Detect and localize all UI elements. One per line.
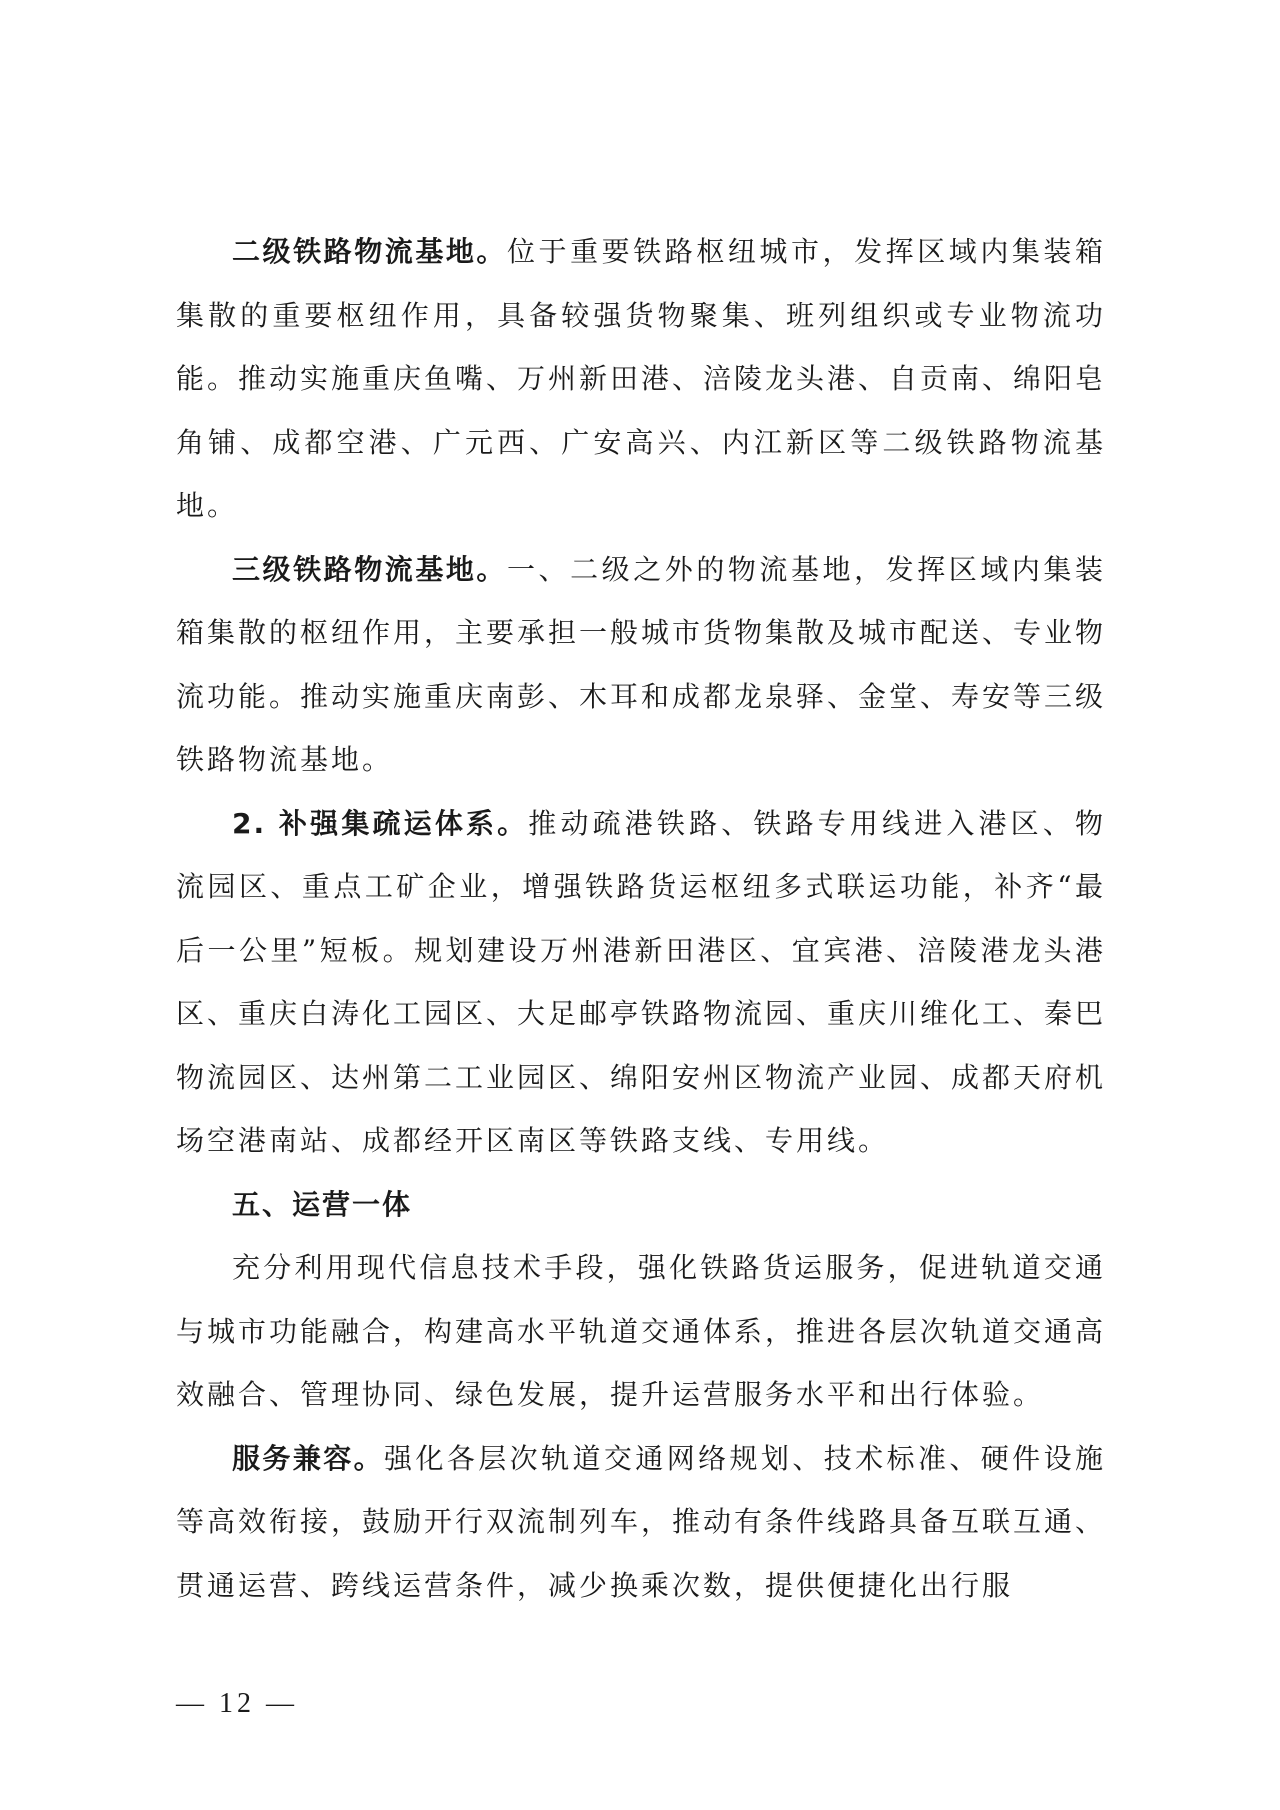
paragraph-lead: 2. 补强集疏运体系。: [232, 806, 529, 840]
section-intro-paragraph: 充分利用现代信息技术手段，强化铁路货运服务，促进轨道交通与城市功能融合，构建高水平轨道交通体系，推进各层次轨道交通高效融合、管理协同、绿色发展，提升运营服务水平和出行体验。: [176, 1251, 1107, 1411]
paragraph-text: 一、二级之外的物流基地，发挥区域内集装箱集散的枢纽作用，主要承担一般城市货物集散及城市配送、专业物流功能。推动实施重庆南彭、木耳和成都龙泉驿、金堂、寿安等三级铁路物流基地。: [176, 552, 1107, 776]
paragraph-service-compatibility: [176, 1427, 1106, 1618]
section-heading: 五、运营一体: [232, 1187, 413, 1221]
page-number: — 12 —: [176, 1688, 298, 1719]
paragraph-text: 位于重要铁路枢纽城市，发挥区域内集装箱集散的重要枢纽作用，具备较强货物聚集、班列组织或专业物流功能。推动实施重庆鱼嘴、万州新田港、涪陵龙头港、自贡南、绵阳皂角铺、成都空港、广元西、广安高兴、内江新区等二级铁路物流基地。: [176, 235, 1107, 522]
paragraph-lead: 服务兼容。: [232, 1441, 385, 1475]
paragraph-level3-logistics-base: [176, 538, 1106, 792]
paragraph-text: 推动疏港铁路、铁路专用线进入港区、物流园区、重点工矿企业，增强铁路货运枢纽多式联运功能，补齐“最后一公里”短板。规划建设万州港新田港区、宜宾港、涪陵港龙头港区、重庆白涛化工园区、大足邮亭铁路物流园、重庆川维化工、秦巴物流园区、达州第二工业园区、绵阳安州区物流产业园、成都天府机场空港南站、成都经开区南区等铁路支线、专用线。: [176, 806, 1107, 1157]
paragraph-collection-distribution-system: [176, 792, 1106, 1173]
paragraph-level2-logistics-base: [176, 220, 1106, 538]
paragraph-lead: 二级铁路物流基地。: [232, 235, 507, 268]
paragraph-lead: 三级铁路物流基地。: [232, 552, 507, 586]
document-body: [176, 220, 1106, 1617]
paragraph-text: 强化各层次轨道交通网络规划、技术标准、硬件设施等高效衔接，鼓励开行双流制列车，推动有条件线路具备互联互通、贯通运营、跨线运营条件，减少换乘次数，提供便捷化出行服: [176, 1441, 1107, 1602]
